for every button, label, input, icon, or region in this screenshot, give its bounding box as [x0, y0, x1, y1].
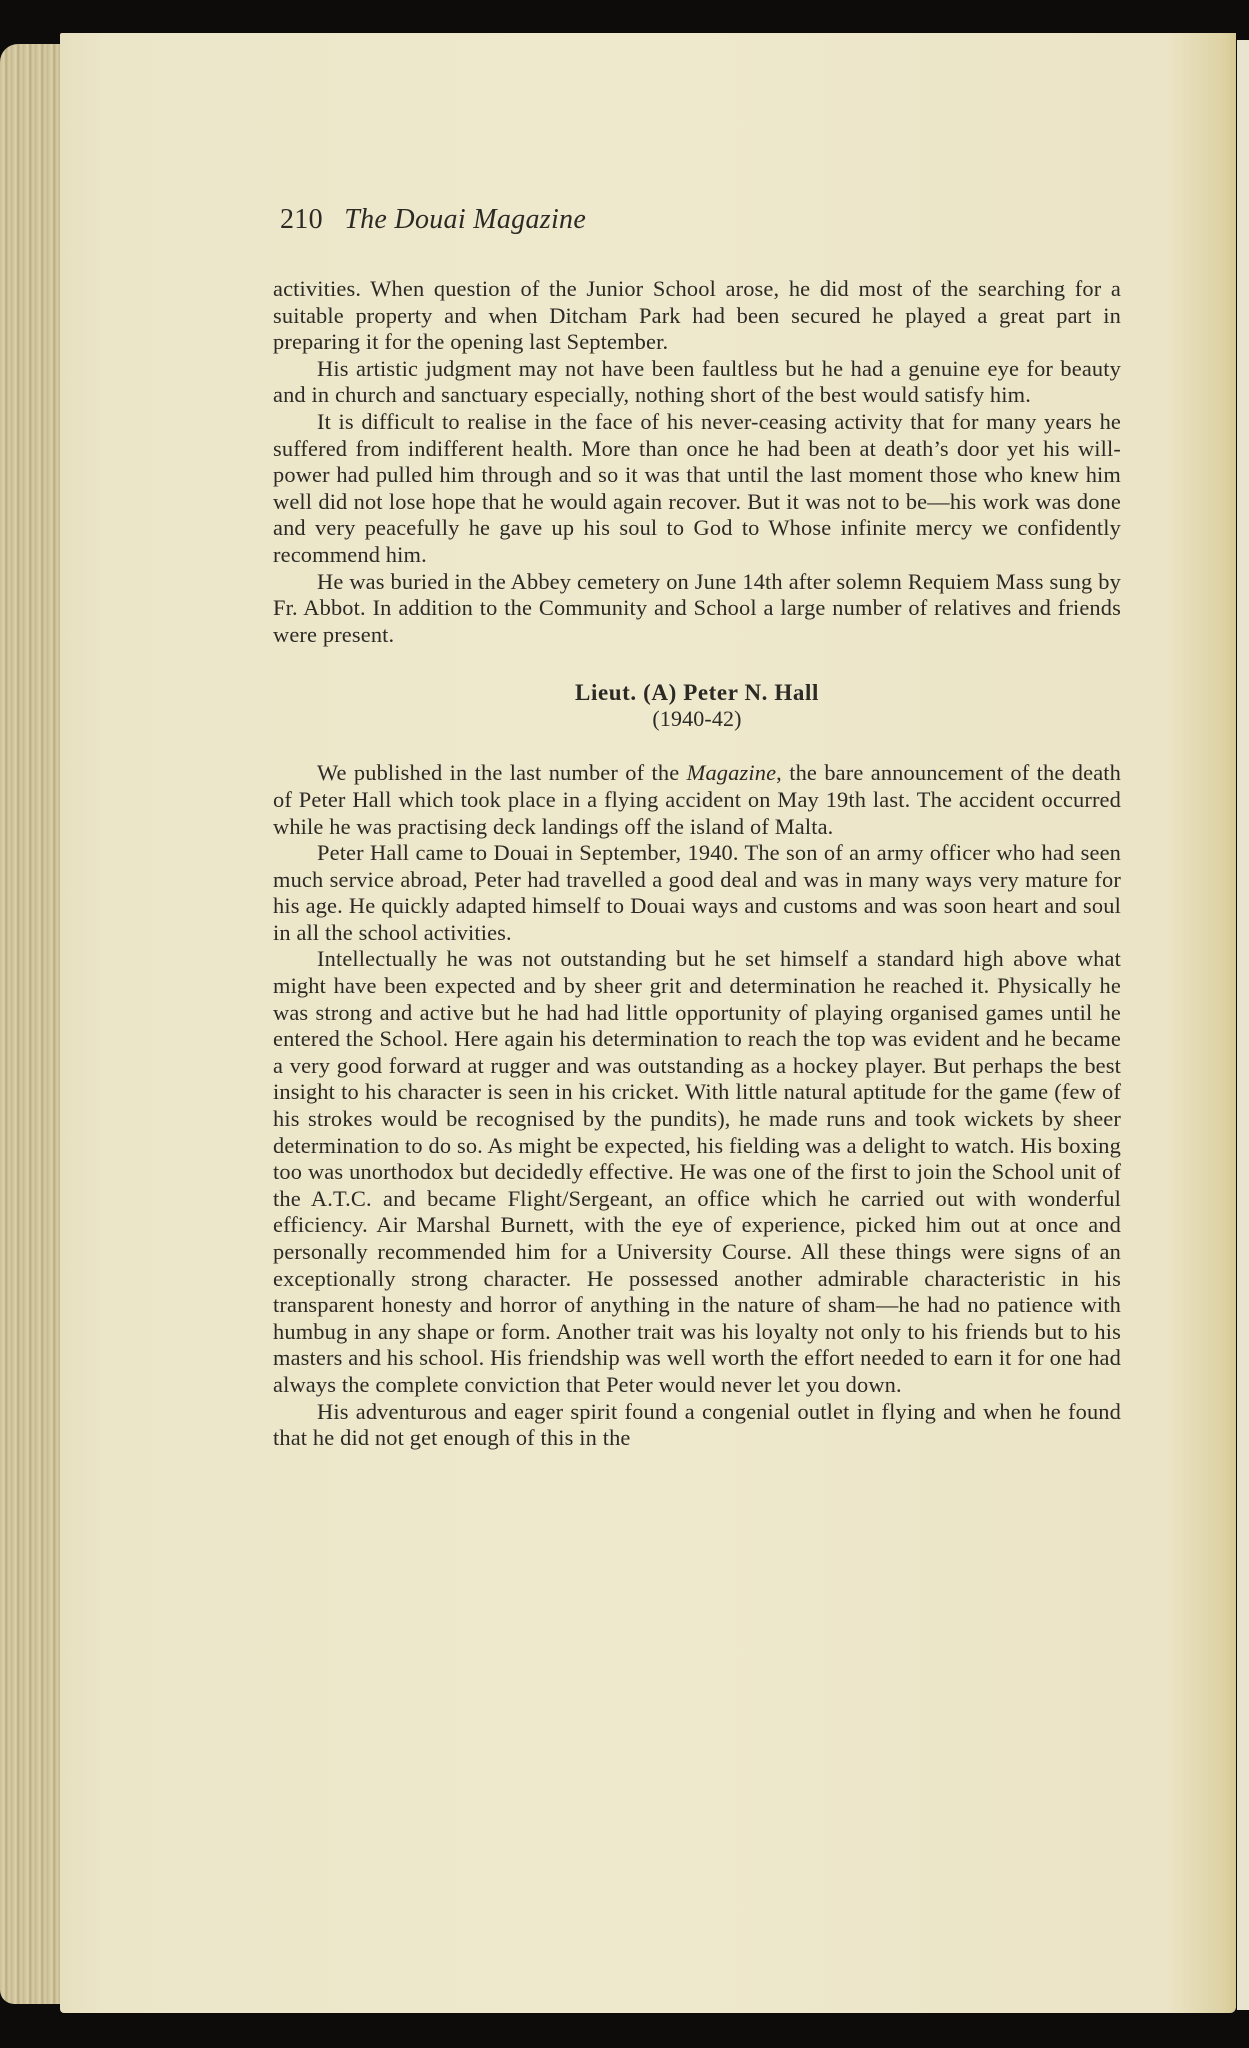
book-page-edges	[0, 44, 62, 2004]
page-number: 210	[280, 204, 323, 235]
text-span: , the bare announcement of the death of Peter Hall which took place in a flying accident on May 19th last. The accident occurred while he was practising deck landings off the island of Malta.	[273, 760, 1121, 839]
paragraph: His artistic judgment may not have been faultless but he had a genuine eye for beauty and in church and sanctuary especially, nothing short of the best would satisfy him.	[273, 355, 1121, 408]
publication-title: The Douai Magazine	[344, 204, 587, 235]
paragraph	[273, 760, 1121, 840]
next-page-edge	[1237, 40, 1249, 2010]
text-column	[273, 276, 1121, 1452]
paragraph: He was buried in the Abbey cemetery on June 14th after solemn Requiem Mass sung by Fr. Abbot. In addition to the Community and School a large number of relatives and friends were present.	[273, 568, 1121, 647]
obituary-heading: Lieut. (A) Peter N. Hall	[575, 680, 819, 706]
paragraph: activities. When question of the Junior School arose, he did most of the searching for a suitable property and when Ditcham Park had been secured he played a great part in preparing it for the opening last September.	[273, 276, 1121, 355]
text-span: We published in the last number of the	[317, 760, 687, 786]
italic-title: Magazine	[686, 760, 777, 786]
obituary-years: (1940-42)	[652, 706, 742, 732]
running-head	[280, 204, 586, 236]
paragraph: Peter Hall came to Douai in September, 1940. The son of an army officer who had seen much service abroad, Peter had travelled a good deal and was in many ways very mature for his age. He quickly adapted himself to Douai ways and customs and was soon heart and soul in all the school activities.	[273, 840, 1121, 945]
paragraph: His adventurous and eager spirit found a congenial outlet in flying and when he found that he did not get enough of this in the	[273, 1398, 1121, 1451]
paragraph: It is difficult to realise in the face of his never-ceasing activity that for many years he suffered from indifferent health. More than once he had been at death’s door yet his will-power had pulled him through and so it was that until the last moment those who knew him well did not lose hope that he would again recover. But it was not to be—his work was done and very peacefully he gave up his soul to God to Whose infinite mercy we confidently recommend him.	[273, 408, 1121, 567]
paragraph: Intellectually he was not outstanding but he set himself a standard high above what might have been expected and by sheer grit and determination he reached it. Physically he was strong and active but he had had little opportunity of playing organised games until he entered the School. Here again his determination to reach the top was evident and he became a very good forward at rugger and was outstanding as a hockey player. But perhaps the best insight to his character is seen in his cricket. With little natural aptitude for the game (few of his strokes would be recognised by the pundits), he made runs and took wickets by sheer determination to do so. As might be expected, his fielding was a delight to watch. His boxing too was unorthodox but decidedly effective. He was one of the first to join the School unit of the A.T.C. and became Flight/Sergeant, an office which he carried out with wonderful efficiency. Air Marshal Burnett, with the eye of experience, picked him out at once and personally recommended him for a University Course. All these things were signs of an exceptionally strong character. He possessed another admirable characteristic in his transparent honesty and horror of anything in the nature of sham—he had no patience with humbug in any shape or form. Another trait was his loyalty not only to his friends but to his masters and his school. His friendship was well worth the effort needed to earn it for one had always the complete conviction that Peter would never let you down.	[273, 946, 1121, 1397]
